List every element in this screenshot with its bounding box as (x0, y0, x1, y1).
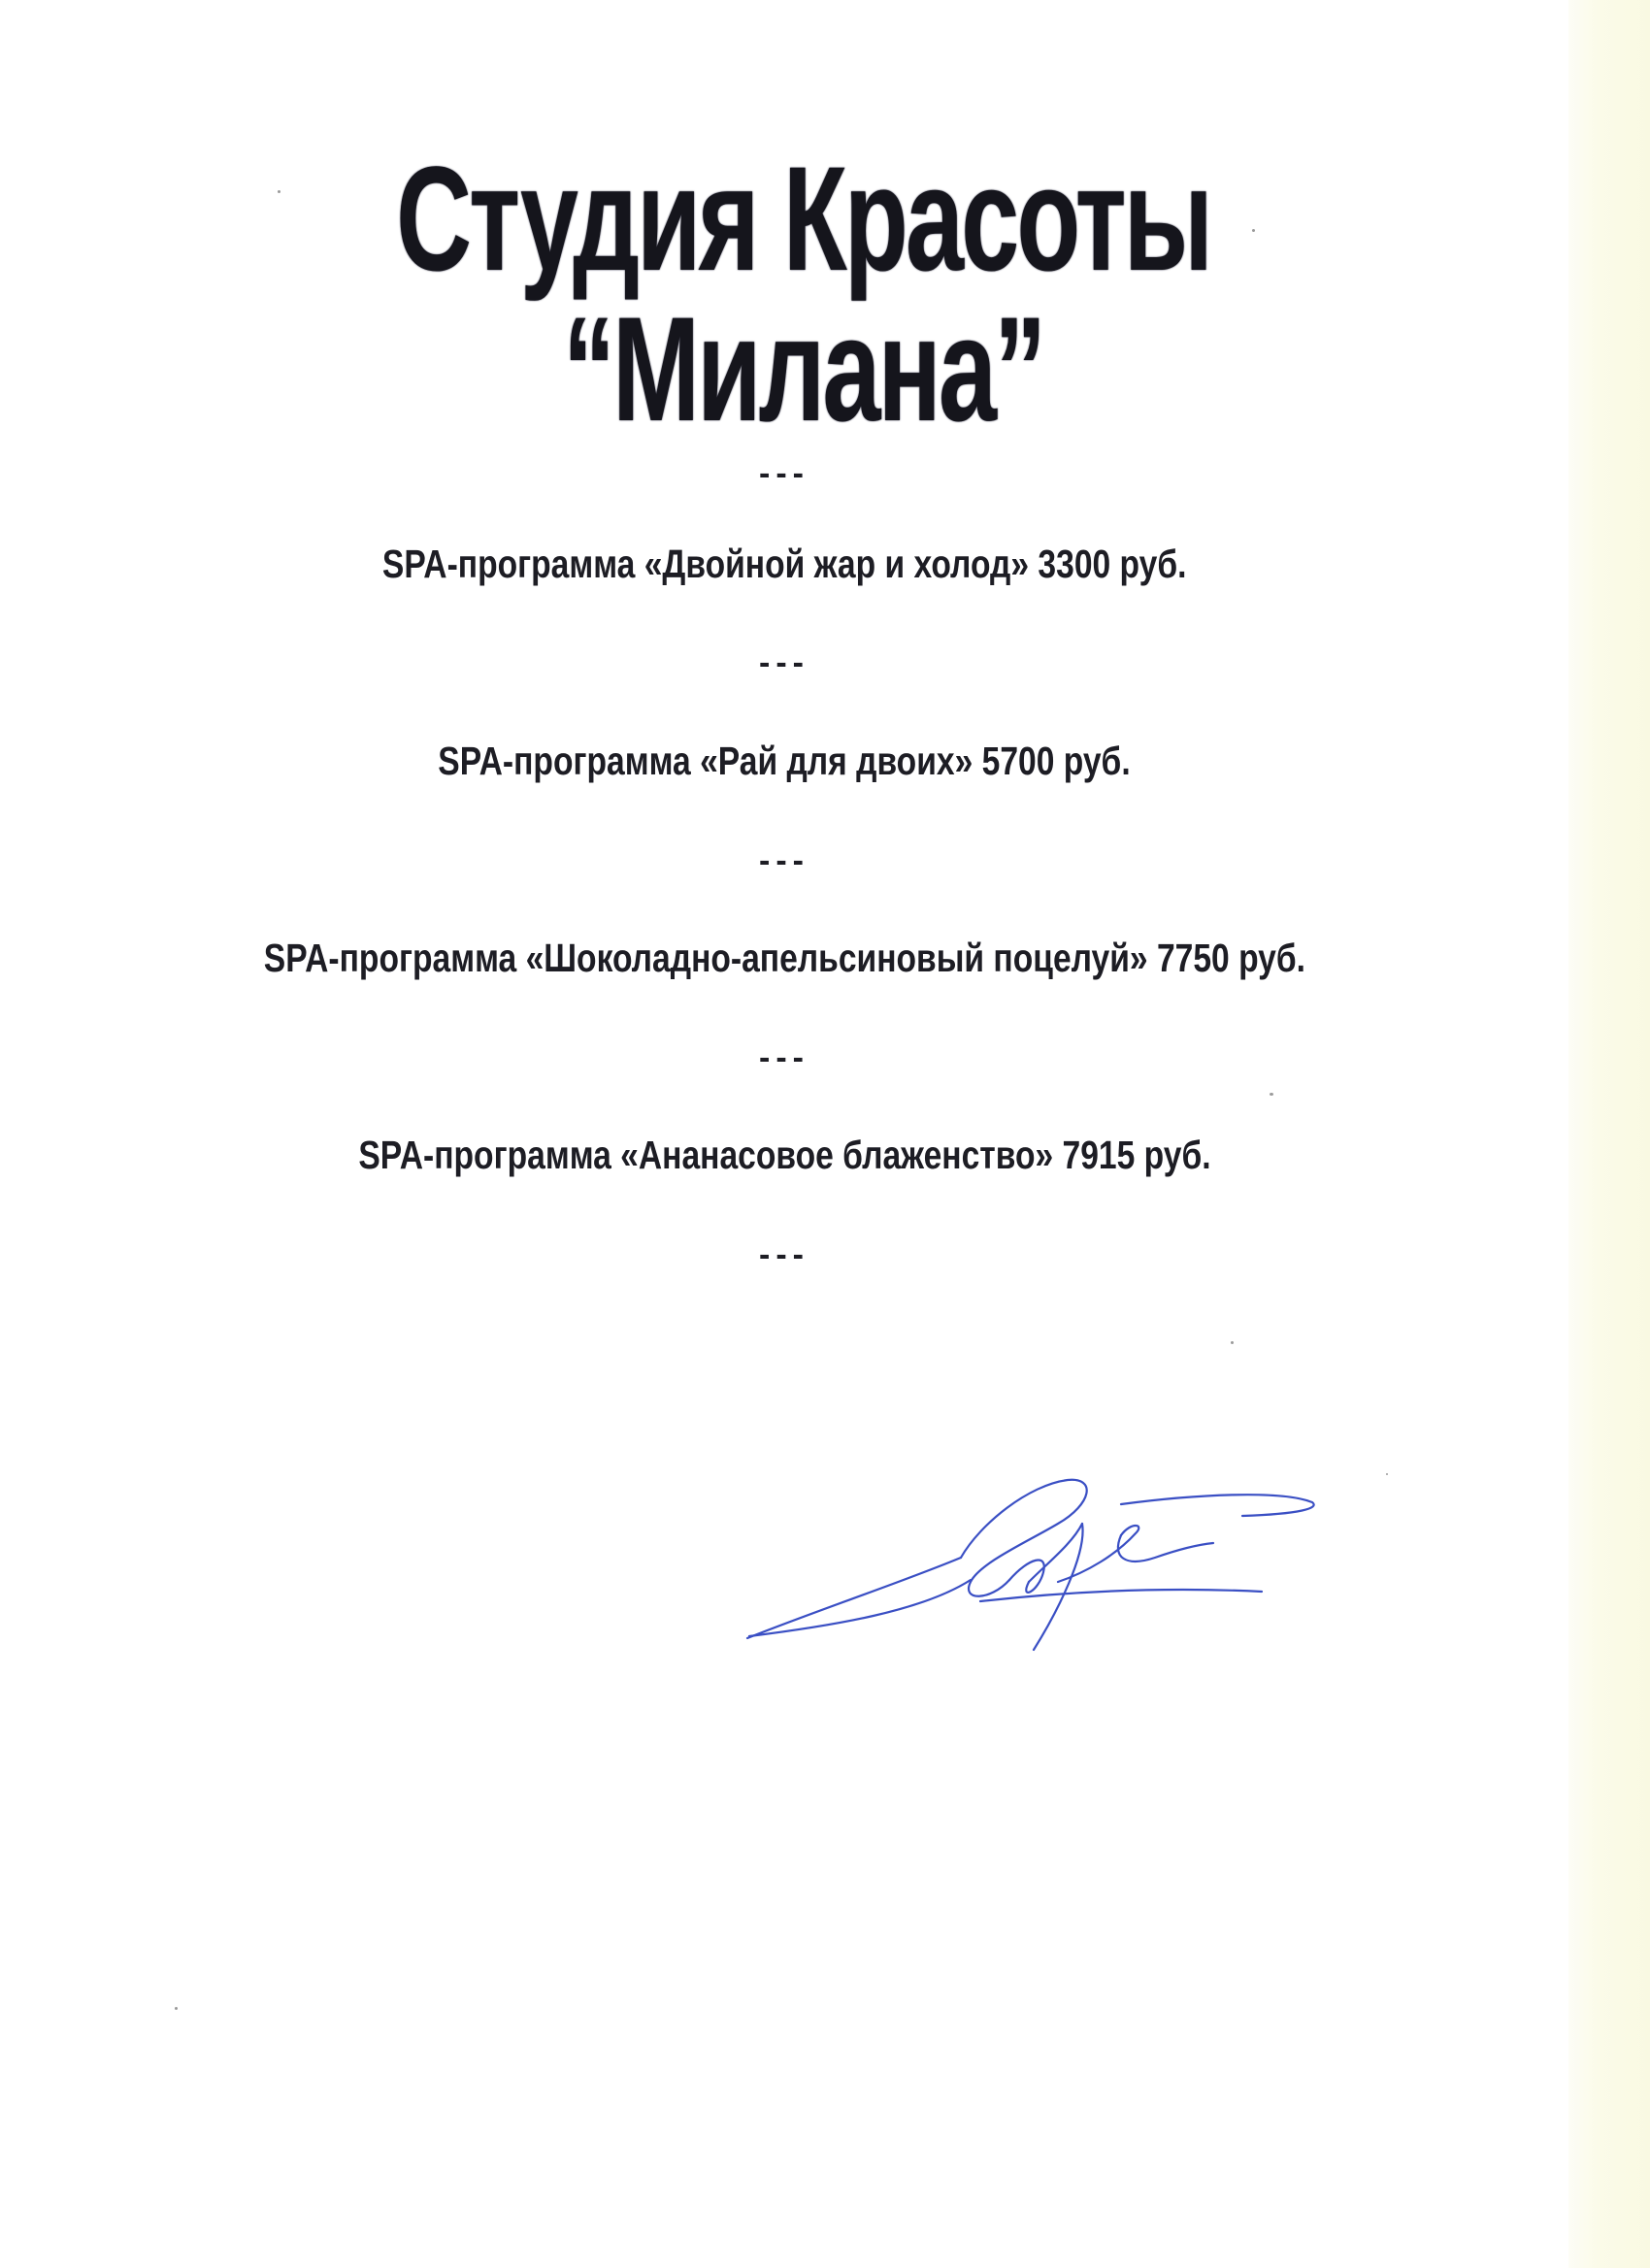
scan-speck (1252, 229, 1255, 232)
service-item-text: SPA-программа «Ананасовое блаженство» 7915 руб. (357, 1133, 1211, 1177)
separator: --- (759, 644, 809, 681)
page-title-line-1: Студия Красоты (396, 135, 1211, 302)
scan-edge (1568, 0, 1650, 2268)
scan-speck (278, 190, 280, 193)
separator: --- (759, 455, 809, 492)
separator: --- (759, 1039, 809, 1076)
scan-speck (1386, 1473, 1388, 1475)
scan-speck (1231, 1341, 1234, 1344)
service-item-text: SPA-программа «Двойной жар и холод» 3300 руб. (381, 542, 1187, 586)
service-item-text: SPA-программа «Шоколадно-апельсиновый поцелуй» 7750 руб. (263, 936, 1305, 980)
scan-speck (175, 2007, 178, 2010)
service-item-text: SPA-программа «Рай для двоих» 5700 руб. (438, 739, 1131, 783)
service-item (0, 741, 1568, 781)
separator: --- (759, 1236, 809, 1273)
page-title-line-2: “Милана” (562, 285, 1044, 452)
service-item (0, 1135, 1568, 1175)
service-item (0, 544, 1568, 584)
separator: --- (759, 842, 809, 879)
handwritten-signature (738, 1465, 1320, 1679)
service-item (0, 938, 1568, 978)
scan-speck (1270, 1093, 1273, 1096)
